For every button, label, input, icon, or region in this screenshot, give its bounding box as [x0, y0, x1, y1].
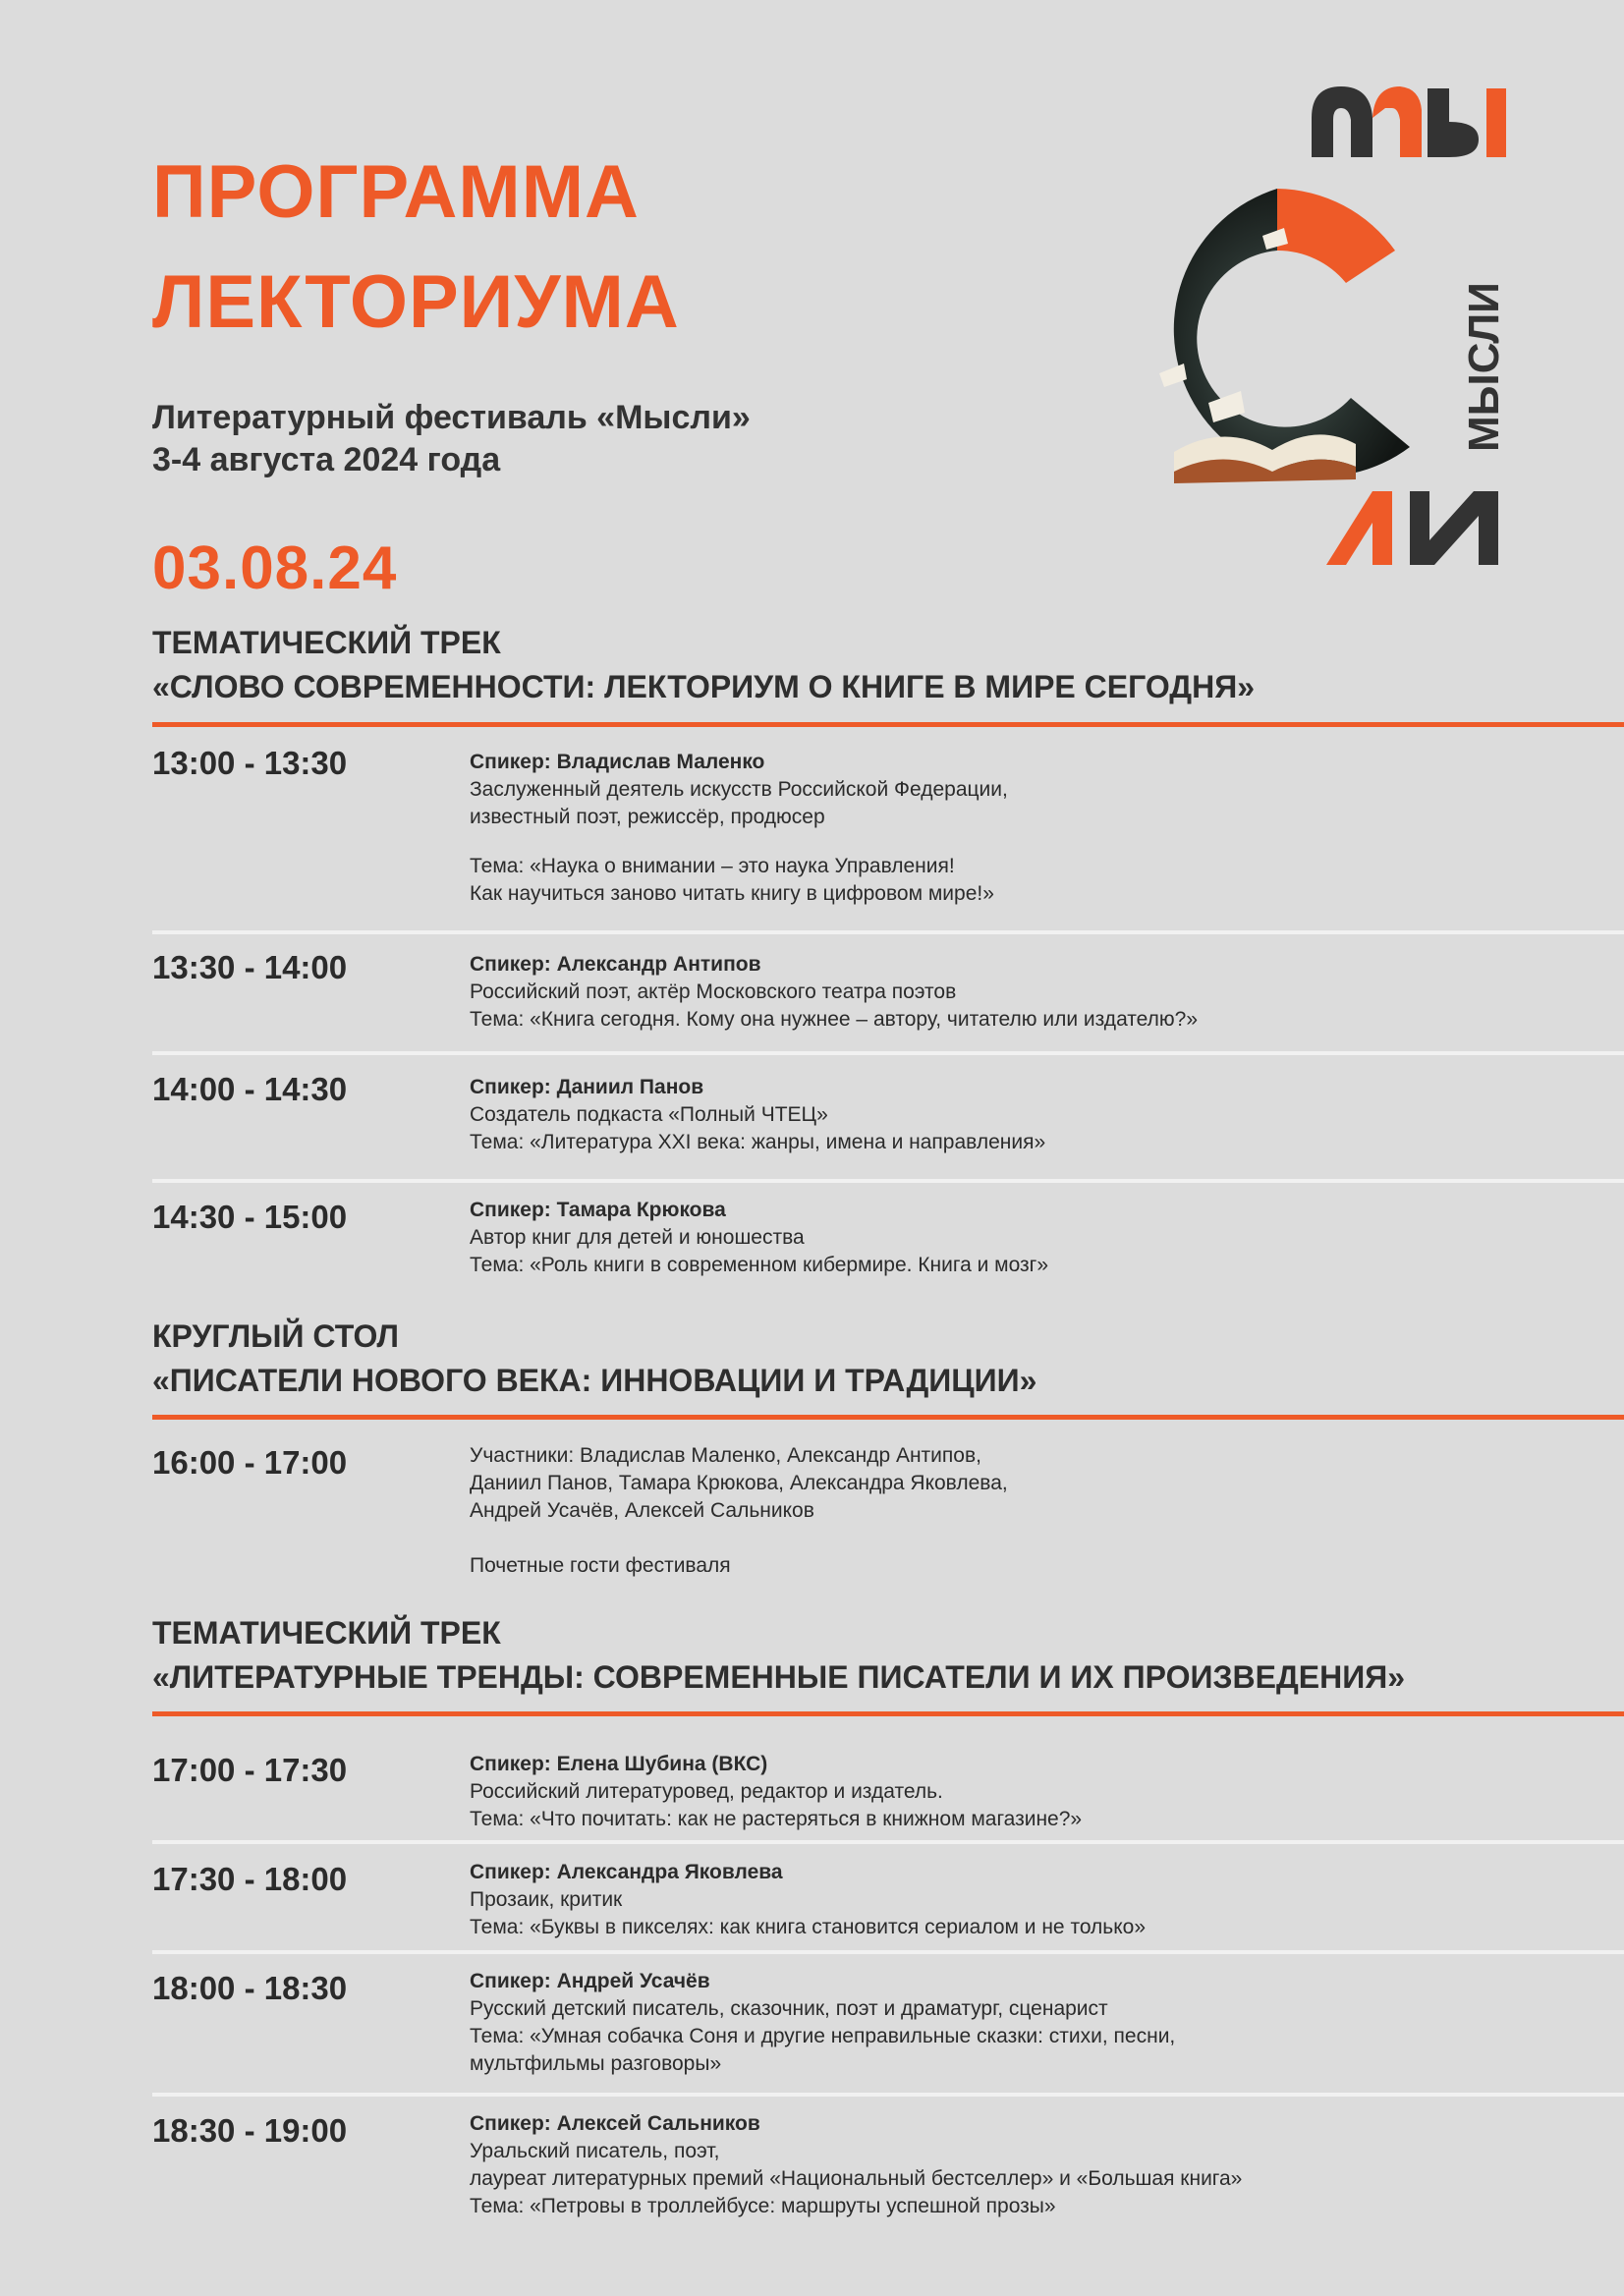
speaker-description: Прозаик, критик	[470, 1888, 623, 1911]
festival-name: Литературный фестиваль «Мысли»	[152, 399, 751, 436]
row-divider	[152, 930, 1624, 934]
session-details	[470, 1859, 1580, 1941]
row-divider	[152, 1179, 1624, 1183]
session-details	[470, 1074, 1580, 1156]
session-time: 17:00 - 17:30	[152, 1752, 348, 1788]
honored-guests: Почетные гости фестиваля	[470, 1554, 731, 1577]
section-3-label	[152, 1611, 1567, 1700]
speaker-description: Заслуженный деятель искусств Российской Федерации,	[470, 778, 1008, 801]
session-topic: мультфильмы разговоры»	[470, 2052, 722, 2075]
speaker-description: Российский поэт, актёр Московского театра поэтов	[470, 980, 957, 1003]
session-details	[470, 2110, 1580, 2220]
section-2-type: КРУГЛЫЙ СТОЛ	[152, 1318, 399, 1354]
row-divider	[152, 1950, 1624, 1954]
festival-dates: 3-4 августа 2024 года	[152, 440, 501, 478]
speaker-name: Спикер: Тамара Крюкова	[470, 1199, 726, 1221]
session-details	[470, 749, 1580, 908]
session-time: 18:30 - 19:00	[152, 2112, 348, 2149]
event-date: 03.08.24	[152, 534, 398, 602]
speaker-description: Создатель подкаста «Полный ЧТЕЦ»	[470, 1103, 828, 1126]
speaker-description: лауреат литературных премий «Национальный бестселлер» и «Большая книга»	[470, 2167, 1243, 2190]
session-details	[470, 1442, 1580, 1580]
logo-vertical-text: МЫСЛИ	[1460, 282, 1508, 452]
speaker-description: Уральский писатель, поэт,	[470, 2140, 720, 2162]
session-topic: Тема: «Роль книги в современном кибермире. Книга и мозг»	[470, 1254, 1048, 1276]
speaker-description: известный поэт, режиссёр, продюсер	[470, 806, 825, 828]
session-topic: Тема: «Петровы в троллейбусе: маршруты успешной прозы»	[470, 2195, 1056, 2217]
session-details	[470, 1751, 1580, 1833]
speaker-name: Спикер: Александра Яковлева	[470, 1861, 783, 1883]
logo-li-mark	[1326, 491, 1498, 565]
session-topic: Тема: «Книга сегодня. Кому она нужнее – автору, читателю или издателю?»	[470, 1008, 1199, 1031]
row-divider	[152, 1840, 1624, 1844]
speaker-description: Русский детский писатель, сказочник, поэт и драматург, сценарист	[470, 1997, 1108, 2020]
participants-list: Участники: Владислав Маленко, Александр Антипов,	[470, 1444, 981, 1467]
session-time: 13:30 - 14:00	[152, 949, 348, 985]
speaker-name: Спикер: Елена Шубина (ВКС)	[470, 1753, 768, 1775]
section-1-title: «СЛОВО СОВРЕМЕННОСТИ: ЛЕКТОРИУМ О КНИГЕ В МИРЕ СЕГОДНЯ»	[152, 668, 1255, 704]
session-topic: Тема: «Умная собачка Соня и другие неправильные сказки: стихи, песни,	[470, 2025, 1176, 2047]
section-2-divider	[152, 1415, 1624, 1420]
participants-list: Андрей Усачёв, Алексей Сальников	[470, 1499, 814, 1522]
session-topic: Как научиться заново читать книгу в цифровом мире!»	[470, 882, 994, 905]
section-2-label	[152, 1315, 1567, 1403]
logo-c-accent	[1277, 189, 1395, 283]
speaker-name: Спикер: Владислав Маленко	[470, 751, 765, 773]
section-1-label	[152, 621, 1567, 709]
session-topic: Тема: «Буквы в пикселях: как книга становится сериалом и не только»	[470, 1916, 1147, 1938]
row-divider	[152, 1051, 1624, 1055]
section-3-divider	[152, 1711, 1624, 1716]
section-2-title: «ПИСАТЕЛИ НОВОГО ВЕКА: ИННОВАЦИИ И ТРАДИЦИИ»	[152, 1362, 1037, 1398]
speaker-name: Спикер: Андрей Усачёв	[470, 1970, 710, 1992]
page-title-line2: ЛЕКТОРИУМА	[152, 260, 680, 344]
session-topic: Тема: «Литература XXI века: жанры, имена и направления»	[470, 1131, 1046, 1153]
section-3-type: ТЕМАТИЧЕСКИЙ ТРЕК	[152, 1615, 501, 1651]
session-time: 18:00 - 18:30	[152, 1970, 348, 2006]
row-divider	[152, 2093, 1624, 2097]
festival-logo	[1115, 79, 1508, 570]
speaker-name: Спикер: Даниил Панов	[470, 1076, 704, 1098]
session-time: 14:00 - 14:30	[152, 1071, 348, 1107]
logo-my-mark	[1312, 86, 1506, 157]
session-time: 13:00 - 13:30	[152, 745, 348, 781]
session-details	[470, 1197, 1580, 1279]
speaker-name: Спикер: Алексей Сальников	[470, 2112, 760, 2135]
section-1-type: ТЕМАТИЧЕСКИЙ ТРЕК	[152, 625, 501, 660]
speaker-name: Спикер: Александр Антипов	[470, 953, 761, 976]
session-time: 17:30 - 18:00	[152, 1861, 348, 1897]
participants-list: Даниил Панов, Тамара Крюкова, Александра Яковлева,	[470, 1472, 1008, 1494]
session-details	[470, 1968, 1580, 2078]
session-topic: Тема: «Наука о внимании – это наука Управления!	[470, 855, 955, 877]
speaker-description: Автор книг для детей и юношества	[470, 1226, 805, 1249]
page-title-line1: ПРОГРАММА	[152, 150, 640, 234]
session-details	[470, 951, 1580, 1034]
speaker-description: Российский литературовед, редактор и издатель.	[470, 1780, 943, 1803]
section-1-divider	[152, 722, 1624, 727]
session-topic: Тема: «Что почитать: как не растеряться в книжном магазине?»	[470, 1808, 1083, 1830]
session-time: 16:00 - 17:00	[152, 1444, 348, 1481]
session-time: 14:30 - 15:00	[152, 1199, 348, 1235]
section-3-title: «ЛИТЕРАТУРНЫЕ ТРЕНДЫ: СОВРЕМЕННЫЕ ПИСАТЕЛИ И ИХ ПРОИЗВЕДЕНИЯ»	[152, 1658, 1405, 1695]
festival-subtitle	[152, 397, 751, 480]
